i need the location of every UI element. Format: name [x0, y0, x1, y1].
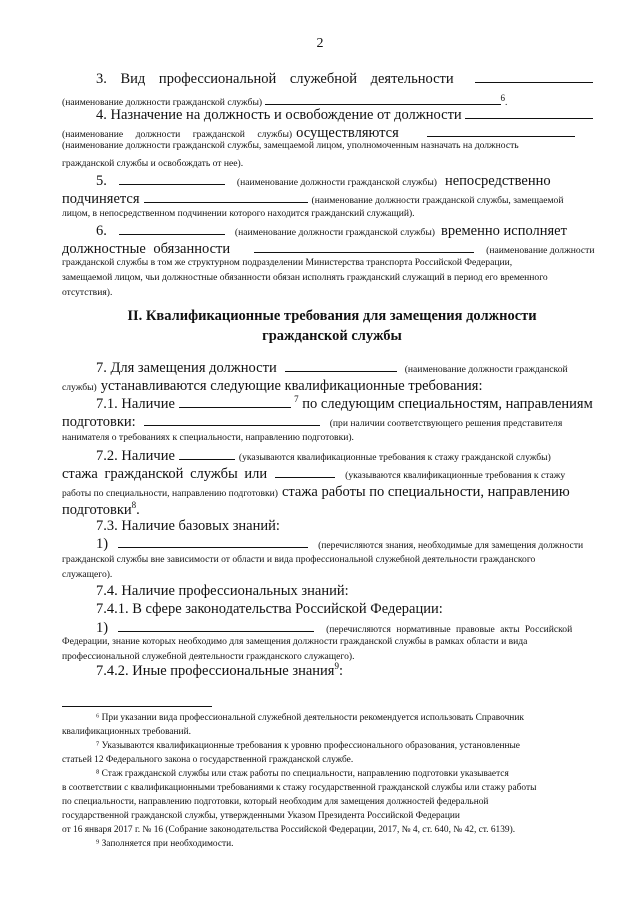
s71-sub: [62, 413, 602, 431]
footnote-8-b: в соответствии с квалификационными требованиями к стажу государственной гражданской службы или стажу работы: [62, 783, 537, 793]
item-6-caption-2: (наименование должности: [486, 245, 595, 256]
s72-sub-a: [62, 465, 602, 483]
s72-sub-b: [62, 483, 602, 501]
s72-sub-c: подготовки$^8$.: [62, 501, 140, 518]
s7-sub: [62, 377, 602, 395]
blank-field: [119, 222, 225, 235]
s71-line: [62, 395, 636, 413]
s742-line: 7.4.2. Иные профессиональные знания$^9$:: [96, 662, 343, 679]
s73-number: 1): [96, 536, 109, 552]
item-3-sub: (наименование должности гражданской службы) 6.: [62, 92, 508, 108]
blank-field: [475, 70, 593, 83]
footnote-8-c: по специальности, направлению подготовки, который необходим для замещения должностей федеральной: [62, 797, 489, 807]
footnote-ref: 8: [131, 501, 137, 511]
blank-field: [465, 106, 593, 119]
s7-text-2: устанавливаются следующие квалификационные требования:: [100, 378, 483, 394]
item-6-text: временно исполняет: [440, 223, 567, 239]
footnote-8-e: от 16 января 2017 г. № 16 (Собрание законодательства Российской Федерации, 2017, № 4, ст. 640, № 42, ст. 6139).: [62, 825, 516, 835]
footnote-ref: 6: [500, 92, 505, 103]
item-4-text-2: осуществляются: [296, 125, 399, 141]
blank-field: [118, 535, 308, 548]
footnote-8-a: ⁸ Стаж гражданской службы или стаж работы по специальности, направлению подготовки указывается: [96, 769, 509, 779]
s7-caption-2: службы): [62, 382, 97, 393]
s7-text: 7. Для замещения должности: [96, 360, 277, 376]
s7-caption: (наименование должности гражданской: [404, 364, 568, 375]
item-3-text: 3. Вид профессиональной служебной деятельности: [96, 71, 454, 87]
footnote-6-b: квалификационных требований.: [62, 727, 191, 737]
item-5-text-2: подчиняется: [62, 191, 140, 207]
item-4-sub-c: гражданской службы и освобождать от нее).: [62, 158, 244, 169]
item-6-line: [62, 222, 636, 240]
item-4-sub-b: (наименование должности гражданской службы, замещаемой лицом, уполномоченным назначать на должность: [62, 140, 519, 151]
item-6-sub-c: замещаемой лицом, чьи должностные обязанности обязан исполнять гражданский служащий в период его временного: [62, 272, 548, 283]
s73-sub-a: [62, 535, 636, 553]
blank-field: [275, 465, 335, 478]
s71-text-3: подготовки:: [62, 414, 136, 430]
footnote-divider: [62, 706, 212, 707]
item-5-number: 5.: [96, 173, 107, 189]
item-6-number: 6.: [96, 223, 107, 239]
s72-text-4: подготовки: [62, 502, 132, 518]
footnote-8-d: государственной гражданской службы, утвержденными Указом Президента Российской Федерации: [62, 811, 460, 821]
item-5-caption-2: (наименование должности гражданской службы, замещаемой: [311, 195, 564, 206]
blank-field: [179, 447, 235, 460]
item-6-caption: (наименование должности гражданской службы): [234, 227, 435, 238]
section-heading-line-1: II. Квалификационные требования для замещения должности: [127, 308, 537, 324]
footnote-7-b: статьей 12 Федерального закона о государственной гражданской службе.: [62, 755, 354, 765]
blank-field: [265, 92, 501, 105]
s741-sub-b: Федерации, знание которых необходимо для замещения должности гражданской службы в рамках области и вида: [62, 636, 528, 647]
item-3-caption: (наименование должности гражданской службы): [62, 97, 263, 108]
item-4-caption: (наименование должности гражданской службы): [62, 129, 293, 140]
s73-sub-c: служащего).: [62, 569, 113, 580]
s71-sub-b: нанимателя о требованиях к специальности, направлению подготовки).: [62, 432, 354, 443]
footnote-7-a: ⁷ Указываются квалификационные требования к уровню профессионального образования, установленные: [96, 741, 520, 751]
page-number: 2: [316, 36, 324, 51]
s72-caption-2: (указываются квалификационные требования к стажу: [345, 470, 566, 481]
s72-caption-3: работы по специальности, направлению подготовки): [62, 488, 278, 499]
item-6-sub-b: гражданской службы в том же структурном подразделении Министерства транспорта Российской Федерации,: [62, 257, 513, 268]
blank-field: [285, 359, 397, 372]
blank-field: [427, 124, 575, 137]
item-3-line: [62, 70, 636, 88]
s72-text-3: стажа работы по специальности, направлению: [281, 484, 570, 500]
s72-text: 7.2. Наличие: [96, 448, 175, 464]
s742-text: 7.4.2. Иные профессиональные знания: [96, 663, 335, 679]
s73-line: 7.3. Наличие базовых знаний:: [96, 518, 280, 534]
s71-text-2: по следующим специальностям, направлениям: [302, 396, 593, 412]
s72-caption: (указываются квалификационные требования к стажу гражданской службы): [238, 452, 551, 463]
item-4-text: 4. Назначение на должность и освобождение от должности: [96, 107, 462, 123]
footnote-9: ⁹ Заполняется при необходимости.: [96, 839, 234, 849]
s741-sub-c: профессиональной служебной деятельности гражданского служащего).: [62, 651, 355, 662]
blank-field: [179, 395, 291, 408]
item-6-sub-d: отсутствия).: [62, 287, 113, 298]
s741-number: 1): [96, 620, 109, 636]
blank-field: [144, 190, 308, 203]
section-heading-line-2: гражданской службы: [262, 328, 402, 344]
s72-line: [62, 447, 636, 465]
blank-field: [144, 413, 320, 426]
s71-text: 7.1. Наличие: [96, 396, 175, 412]
s741-line: 7.4.1. В сфере законодательства Российской Федерации:: [96, 601, 443, 617]
blank-field: [254, 240, 474, 253]
footnote-ref: 9: [334, 662, 339, 672]
item-4-line: [62, 106, 636, 124]
s72-text-2: стажа гражданской службы или: [62, 466, 268, 482]
blank-field: [119, 172, 225, 185]
s73-caption: (перечисляются знания, необходимые для замещения должности: [318, 540, 584, 551]
s71-caption: (при наличии соответствующего решения представителя: [329, 418, 563, 429]
item-5-line: [62, 172, 636, 190]
s7-line: [62, 359, 636, 377]
s741-caption: (перечисляются нормативные правовые акты Российской: [326, 624, 573, 635]
item-5-text: непосредственно: [444, 173, 551, 189]
item-5-sub-b: лицом, в непосредственном подчинении которого находится гражданский служащий).: [62, 208, 415, 219]
item-5-caption: (наименование должности гражданской службы): [236, 177, 437, 188]
item-6-text-2: должностные обязанности: [62, 241, 231, 257]
footnote-6-a: ⁶ При указании вида профессиональной служебной деятельности рекомендуется использовать Справочник: [96, 713, 524, 723]
s74-line: 7.4. Наличие профессиональных знаний:: [96, 583, 349, 599]
section-heading: [62, 306, 602, 346]
s73-sub-b: гражданской службы вне зависимости от области и вида профессиональной служебной деятельности гражданского: [62, 554, 536, 565]
footnote-ref: 7: [294, 395, 299, 405]
blank-field: [118, 619, 314, 632]
